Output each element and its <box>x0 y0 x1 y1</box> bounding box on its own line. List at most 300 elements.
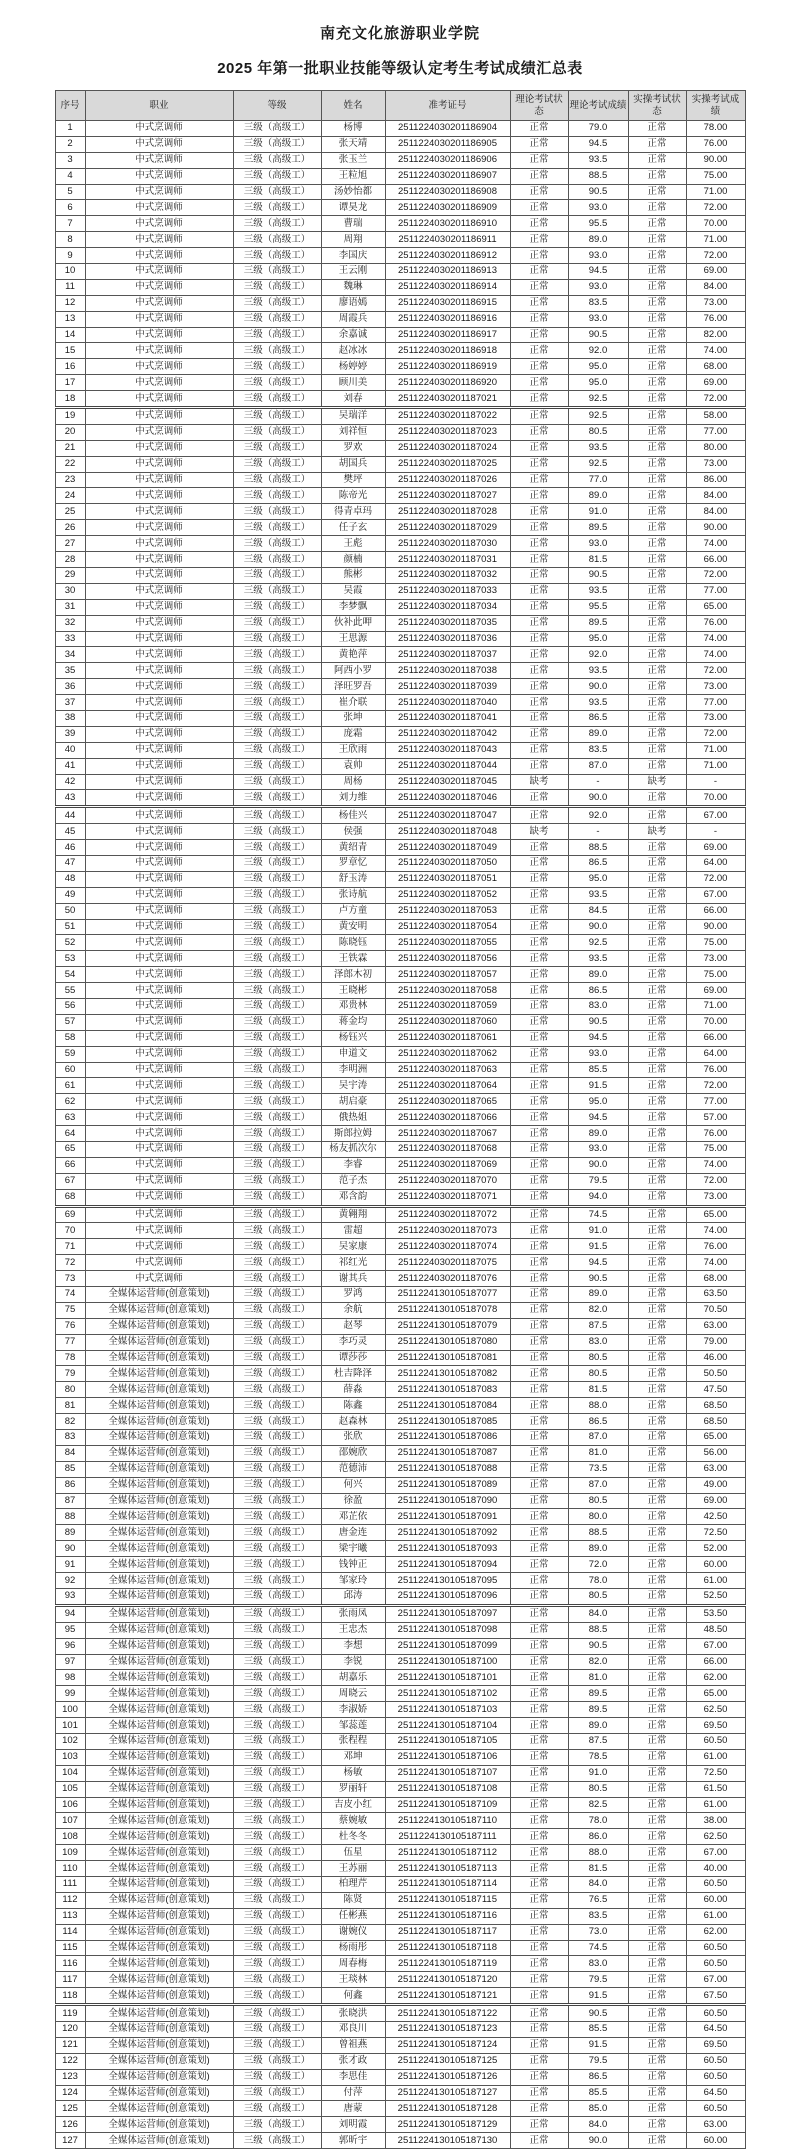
cell-practical-score: 76.00 <box>686 1126 745 1142</box>
cell-theory-score: 89.0 <box>568 488 628 504</box>
cell-theory-score: 83.5 <box>568 742 628 758</box>
cell-practical-score: 63.00 <box>686 1461 745 1477</box>
table-row <box>55 790 745 807</box>
cell-seq: 124 <box>55 2085 85 2101</box>
cell-practical-status: 正常 <box>628 1654 686 1670</box>
cell-exam-id: 2511224030201187074 <box>385 1239 510 1255</box>
table-row <box>55 663 745 679</box>
cell-name: 蔡婉敏 <box>321 1813 385 1829</box>
cell-practical-score: 72.00 <box>686 200 745 216</box>
cell-name: 王云刚 <box>321 264 385 280</box>
cell-name: 周霞兵 <box>321 311 385 327</box>
cell-theory-status: 正常 <box>510 327 568 343</box>
cell-practical-status: 正常 <box>628 631 686 647</box>
table-row <box>55 520 745 536</box>
cell-seq: 99 <box>55 1686 85 1702</box>
table-row <box>55 824 745 840</box>
cell-seq: 111 <box>55 1876 85 1892</box>
cell-theory-status: 正常 <box>510 983 568 999</box>
cell-level: 三级（高级工） <box>233 200 321 216</box>
cell-practical-status: 正常 <box>628 1493 686 1509</box>
report-title: 2025 年第一批职业技能等级认定考生考试成绩汇总表 <box>217 60 583 77</box>
cell-practical-status: 正常 <box>628 1670 686 1686</box>
table-row <box>55 1461 745 1477</box>
cell-theory-score: 92.0 <box>568 343 628 359</box>
cell-exam-id: 2511224030201187024 <box>385 440 510 456</box>
cell-occupation: 全媒体运营师(创意策划) <box>85 1718 233 1734</box>
cell-seq: 73 <box>55 1271 85 1287</box>
cell-seq: 12 <box>55 295 85 311</box>
cell-level: 三级（高级工） <box>233 695 321 711</box>
cell-exam-id: 2511224130105187089 <box>385 1477 510 1493</box>
cell-practical-score: 72.00 <box>686 663 745 679</box>
table-row <box>55 1622 745 1638</box>
cell-practical-score: 73.00 <box>686 679 745 695</box>
cell-practical-score: 52.00 <box>686 1541 745 1557</box>
cell-name: 赵琴 <box>321 1318 385 1334</box>
cell-level: 三级（高级工） <box>233 1845 321 1861</box>
cell-exam-id: 2511224030201186908 <box>385 184 510 200</box>
cell-level: 三级（高级工） <box>233 408 321 425</box>
cell-name: 吴霞 <box>321 583 385 599</box>
cell-level: 三级（高级工） <box>233 216 321 232</box>
cell-level: 三级（高级工） <box>233 279 321 295</box>
cell-theory-status: 正常 <box>510 152 568 168</box>
cell-practical-status: 正常 <box>628 663 686 679</box>
cell-theory-status: 正常 <box>510 2021 568 2037</box>
table-row <box>55 1014 745 1030</box>
cell-seq: 1 <box>55 121 85 137</box>
cell-level: 三级（高级工） <box>233 504 321 520</box>
header-theory-status: 理论考试状态 <box>510 91 568 121</box>
cell-theory-status: 缺考 <box>510 774 568 790</box>
cell-theory-score: 83.0 <box>568 998 628 1014</box>
cell-level: 三级（高级工） <box>233 1956 321 1972</box>
cell-occupation: 全媒体运营师(创意策划) <box>85 1733 233 1749</box>
cell-occupation: 全媒体运营师(创意策划) <box>85 1829 233 1845</box>
cell-practical-status: 正常 <box>628 152 686 168</box>
table-row <box>55 1110 745 1126</box>
table-row <box>55 216 745 232</box>
table-row <box>55 1477 745 1493</box>
cell-theory-score: 86.5 <box>568 983 628 999</box>
cell-theory-score: 73.5 <box>568 1461 628 1477</box>
cell-practical-score: 86.00 <box>686 472 745 488</box>
cell-practical-score: 69.00 <box>686 1493 745 1509</box>
cell-occupation: 中式烹调师 <box>85 456 233 472</box>
cell-theory-status: 正常 <box>510 631 568 647</box>
cell-occupation: 中式烹调师 <box>85 327 233 343</box>
cell-occupation: 全媒体运营师(创意策划) <box>85 1861 233 1877</box>
table-row <box>55 887 745 903</box>
cell-seq: 15 <box>55 343 85 359</box>
cell-practical-status: 正常 <box>628 1718 686 1734</box>
table-row <box>55 1157 745 1173</box>
cell-name: 梁宇曦 <box>321 1541 385 1557</box>
cell-occupation: 全媒体运营师(创意策划) <box>85 1445 233 1461</box>
cell-seq: 88 <box>55 1509 85 1525</box>
cell-theory-status: 正常 <box>510 200 568 216</box>
cell-occupation: 全媒体运营师(创意策划) <box>85 1382 233 1398</box>
cell-level: 三级（高级工） <box>233 472 321 488</box>
cell-theory-score: 88.5 <box>568 1622 628 1638</box>
cell-seq: 26 <box>55 520 85 536</box>
cell-occupation: 中式烹调师 <box>85 1030 233 1046</box>
cell-level: 三级（高级工） <box>233 2069 321 2085</box>
cell-practical-score: 52.50 <box>686 1588 745 1605</box>
cell-level: 三级（高级工） <box>233 790 321 807</box>
table-row <box>55 1414 745 1430</box>
table-row <box>55 758 745 774</box>
cell-theory-score: 93.5 <box>568 663 628 679</box>
cell-occupation: 中式烹调师 <box>85 790 233 807</box>
cell-practical-score: 61.00 <box>686 1908 745 1924</box>
cell-practical-score: 60.50 <box>686 1876 745 1892</box>
cell-practical-status: 正常 <box>628 1223 686 1239</box>
table-row <box>55 391 745 408</box>
cell-seq: 13 <box>55 311 85 327</box>
cell-theory-status: 正常 <box>510 647 568 663</box>
cell-practical-score: 73.00 <box>686 1189 745 1206</box>
cell-exam-id: 2511224130105187090 <box>385 1493 510 1509</box>
cell-name: 黄艳萍 <box>321 647 385 663</box>
cell-practical-score: 71.00 <box>686 232 745 248</box>
cell-practical-score: 74.00 <box>686 1255 745 1271</box>
cell-practical-score: 60.50 <box>686 2101 745 2117</box>
cell-level: 三级（高级工） <box>233 1670 321 1686</box>
cell-practical-status: 正常 <box>628 998 686 1014</box>
table-row <box>55 311 745 327</box>
cell-theory-score: 85.5 <box>568 2085 628 2101</box>
cell-theory-score: 90.5 <box>568 327 628 343</box>
table-row <box>55 1223 745 1239</box>
cell-name: 斯郎拉姆 <box>321 1126 385 1142</box>
cell-theory-score: 87.0 <box>568 1430 628 1446</box>
cell-theory-status: 正常 <box>510 1046 568 1062</box>
cell-theory-status: 正常 <box>510 1509 568 1525</box>
cell-name: 王苏丽 <box>321 1861 385 1877</box>
cell-theory-score: 91.0 <box>568 1223 628 1239</box>
cell-level: 三级（高级工） <box>233 1078 321 1094</box>
cell-theory-score: 81.5 <box>568 552 628 568</box>
cell-practical-status: 正常 <box>628 1287 686 1303</box>
cell-occupation: 全媒体运营师(创意策划) <box>85 1334 233 1350</box>
cell-practical-status: 正常 <box>628 391 686 408</box>
cell-theory-score: 92.5 <box>568 408 628 425</box>
cell-exam-id: 2511224130105187122 <box>385 2005 510 2022</box>
cell-theory-status: 正常 <box>510 887 568 903</box>
cell-name: 张天靖 <box>321 136 385 152</box>
cell-level: 三级（高级工） <box>233 726 321 742</box>
cell-name: 谢其兵 <box>321 1271 385 1287</box>
cell-theory-score: 83.5 <box>568 1908 628 1924</box>
cell-practical-status: 正常 <box>628 855 686 871</box>
cell-practical-status: 正常 <box>628 887 686 903</box>
cell-theory-score: 92.5 <box>568 935 628 951</box>
cell-practical-score: 66.00 <box>686 1654 745 1670</box>
cell-name: 庞霜 <box>321 726 385 742</box>
cell-practical-score: 80.00 <box>686 440 745 456</box>
cell-seq: 84 <box>55 1445 85 1461</box>
cell-practical-status: 正常 <box>628 951 686 967</box>
cell-theory-status: 正常 <box>510 391 568 408</box>
cell-practical-status: 正常 <box>628 1557 686 1573</box>
cell-practical-status: 正常 <box>628 536 686 552</box>
cell-name: 胡嘉乐 <box>321 1670 385 1686</box>
cell-exam-id: 2511224030201186915 <box>385 295 510 311</box>
cell-theory-status: 缺考 <box>510 824 568 840</box>
cell-name: 张欣 <box>321 1430 385 1446</box>
cell-practical-score: 82.00 <box>686 327 745 343</box>
cell-practical-status: 正常 <box>628 1334 686 1350</box>
cell-theory-score: 93.0 <box>568 536 628 552</box>
cell-theory-score: 88.0 <box>568 1398 628 1414</box>
cell-theory-score: 90.5 <box>568 184 628 200</box>
cell-practical-score: 72.00 <box>686 391 745 408</box>
cell-practical-status: 正常 <box>628 1318 686 1334</box>
cell-theory-status: 正常 <box>510 903 568 919</box>
cell-theory-score: 83.5 <box>568 295 628 311</box>
cell-occupation: 中式烹调师 <box>85 807 233 824</box>
cell-exam-id: 2511224030201186917 <box>385 327 510 343</box>
cell-theory-score: - <box>568 824 628 840</box>
cell-name: 邱涛 <box>321 1588 385 1605</box>
cell-seq: 19 <box>55 408 85 425</box>
cell-seq: 47 <box>55 855 85 871</box>
cell-exam-id: 2511224130105187077 <box>385 1287 510 1303</box>
table-row <box>55 327 745 343</box>
cell-seq: 50 <box>55 903 85 919</box>
cell-occupation: 全媒体运营师(创意策划) <box>85 1525 233 1541</box>
cell-practical-status: 正常 <box>628 871 686 887</box>
cell-name: 王粒旭 <box>321 168 385 184</box>
cell-level: 三级（高级工） <box>233 824 321 840</box>
cell-exam-id: 2511224130105187118 <box>385 1940 510 1956</box>
cell-theory-status: 正常 <box>510 264 568 280</box>
cell-level: 三级（高级工） <box>233 1638 321 1654</box>
cell-level: 三级（高级工） <box>233 424 321 440</box>
cell-level: 三级（高级工） <box>233 2005 321 2022</box>
table-row <box>55 1988 745 2005</box>
cell-name: 任子玄 <box>321 520 385 536</box>
cell-theory-score: 92.5 <box>568 391 628 408</box>
cell-theory-status: 正常 <box>510 2053 568 2069</box>
cell-theory-score: 93.5 <box>568 583 628 599</box>
cell-theory-score: 83.0 <box>568 1956 628 1972</box>
cell-theory-status: 正常 <box>510 1189 568 1206</box>
cell-theory-status: 正常 <box>510 1318 568 1334</box>
cell-name: 张玉兰 <box>321 152 385 168</box>
cell-seq: 112 <box>55 1892 85 1908</box>
cell-name: 陈鑫 <box>321 1398 385 1414</box>
cell-seq: 54 <box>55 967 85 983</box>
cell-exam-id: 2511224130105187099 <box>385 1638 510 1654</box>
cell-practical-status: 正常 <box>628 1030 686 1046</box>
cell-name: 顾川美 <box>321 375 385 391</box>
cell-name: 吴家康 <box>321 1239 385 1255</box>
cell-seq: 63 <box>55 1110 85 1126</box>
cell-seq: 34 <box>55 647 85 663</box>
cell-theory-status: 正常 <box>510 136 568 152</box>
cell-practical-score: 64.50 <box>686 2085 745 2101</box>
cell-level: 三级（高级工） <box>233 1588 321 1605</box>
cell-theory-status: 正常 <box>510 1892 568 1908</box>
table-row <box>55 232 745 248</box>
cell-seq: 68 <box>55 1189 85 1206</box>
cell-exam-id: 2511224030201187022 <box>385 408 510 425</box>
cell-theory-score: 84.0 <box>568 2117 628 2133</box>
cell-level: 三级（高级工） <box>233 2053 321 2069</box>
cell-level: 三级（高级工） <box>233 520 321 536</box>
cell-practical-score: 71.00 <box>686 758 745 774</box>
cell-seq: 122 <box>55 2053 85 2069</box>
cell-practical-status: 正常 <box>628 1924 686 1940</box>
cell-exam-id: 2511224030201187067 <box>385 1126 510 1142</box>
cell-exam-id: 2511224030201186911 <box>385 232 510 248</box>
cell-occupation: 中式烹调师 <box>85 136 233 152</box>
cell-exam-id: 2511224130105187104 <box>385 1718 510 1734</box>
cell-theory-status: 正常 <box>510 679 568 695</box>
cell-occupation: 全媒体运营师(创意策划) <box>85 2101 233 2117</box>
cell-theory-status: 正常 <box>510 2037 568 2053</box>
cell-practical-status: 正常 <box>628 1988 686 2005</box>
cell-practical-score: 69.00 <box>686 264 745 280</box>
cell-name: 卢方童 <box>321 903 385 919</box>
cell-exam-id: 2511224030201187064 <box>385 1078 510 1094</box>
cell-name: 蒋金均 <box>321 1014 385 1030</box>
cell-practical-score: 62.50 <box>686 1829 745 1845</box>
table-row <box>55 2117 745 2133</box>
cell-theory-status: 正常 <box>510 1541 568 1557</box>
cell-theory-status: 正常 <box>510 1733 568 1749</box>
cell-theory-score: 84.5 <box>568 903 628 919</box>
cell-occupation: 中式烹调师 <box>85 726 233 742</box>
cell-name: 刘春 <box>321 391 385 408</box>
cell-occupation: 全媒体运营师(创意策划) <box>85 2085 233 2101</box>
cell-practical-score: 42.50 <box>686 1509 745 1525</box>
cell-name: 李淑娇 <box>321 1702 385 1718</box>
table-row <box>55 121 745 137</box>
cell-name: 申道文 <box>321 1046 385 1062</box>
cell-practical-status: 正常 <box>628 790 686 807</box>
cell-seq: 57 <box>55 1014 85 1030</box>
cell-occupation: 全媒体运营师(创意策划) <box>85 2021 233 2037</box>
cell-exam-id: 2511224030201187062 <box>385 1046 510 1062</box>
cell-theory-status: 正常 <box>510 2133 568 2149</box>
cell-seq: 60 <box>55 1062 85 1078</box>
cell-seq: 69 <box>55 1206 85 1223</box>
cell-practical-status: 正常 <box>628 1126 686 1142</box>
table-row <box>55 1206 745 1223</box>
cell-name: 魏琳 <box>321 279 385 295</box>
cell-exam-id: 2511224030201187070 <box>385 1173 510 1189</box>
cell-theory-score: 89.5 <box>568 615 628 631</box>
cell-exam-id: 2511224030201187026 <box>385 472 510 488</box>
table-row <box>55 1255 745 1271</box>
cell-exam-id: 2511224130105187125 <box>385 2053 510 2069</box>
table-row <box>55 935 745 951</box>
cell-practical-score: 61.00 <box>686 1573 745 1589</box>
cell-name: 李梦飘 <box>321 599 385 615</box>
cell-occupation: 全媒体运营师(创意策划) <box>85 1797 233 1813</box>
cell-theory-status: 正常 <box>510 536 568 552</box>
cell-level: 三级（高级工） <box>233 1924 321 1940</box>
table-row <box>55 1797 745 1813</box>
cell-exam-id: 2511224030201187058 <box>385 983 510 999</box>
cell-theory-score: 88.0 <box>568 1845 628 1861</box>
cell-name: 罗欢 <box>321 440 385 456</box>
cell-level: 三级（高级工） <box>233 1765 321 1781</box>
cell-level: 三级（高级工） <box>233 758 321 774</box>
cell-exam-id: 2511224130105187102 <box>385 1686 510 1702</box>
cell-name: 伙补此呷 <box>321 615 385 631</box>
cell-name: 李思佳 <box>321 2069 385 2085</box>
cell-exam-id: 2511224130105187110 <box>385 1813 510 1829</box>
cell-seq: 72 <box>55 1255 85 1271</box>
cell-practical-score: 74.00 <box>686 647 745 663</box>
cell-seq: 43 <box>55 790 85 807</box>
cell-theory-status: 正常 <box>510 807 568 824</box>
cell-exam-id: 2511224130105187085 <box>385 1414 510 1430</box>
table-row <box>55 1366 745 1382</box>
cell-seq: 22 <box>55 456 85 472</box>
cell-practical-score: 49.00 <box>686 1477 745 1493</box>
cell-theory-status: 正常 <box>510 424 568 440</box>
table-row <box>55 456 745 472</box>
cell-level: 三级（高级工） <box>233 375 321 391</box>
cell-occupation: 全媒体运营师(创意策划) <box>85 1749 233 1765</box>
cell-level: 三级（高级工） <box>233 343 321 359</box>
cell-name: 杨佳兴 <box>321 807 385 824</box>
table-row <box>55 472 745 488</box>
cell-practical-status: 正常 <box>628 2053 686 2069</box>
cell-theory-status: 正常 <box>510 279 568 295</box>
cell-theory-status: 正常 <box>510 216 568 232</box>
cell-exam-id: 2511224030201187065 <box>385 1094 510 1110</box>
cell-exam-id: 2511224130105187100 <box>385 1654 510 1670</box>
cell-name: 唐金连 <box>321 1525 385 1541</box>
cell-level: 三级（高级工） <box>233 887 321 903</box>
cell-level: 三级（高级工） <box>233 1702 321 1718</box>
cell-practical-score: 77.00 <box>686 695 745 711</box>
cell-name: 罗丽轩 <box>321 1781 385 1797</box>
cell-level: 三级（高级工） <box>233 295 321 311</box>
cell-seq: 14 <box>55 327 85 343</box>
table-row <box>55 200 745 216</box>
school-title: 南充文化旅游职业学院 <box>319 25 480 42</box>
cell-theory-status: 正常 <box>510 1797 568 1813</box>
cell-level: 三级（高级工） <box>233 1094 321 1110</box>
cell-level: 三级（高级工） <box>233 1605 321 1622</box>
cell-practical-score: 72.00 <box>686 1078 745 1094</box>
cell-level: 三级（高级工） <box>233 1861 321 1877</box>
cell-practical-score: 65.00 <box>686 599 745 615</box>
cell-practical-status: 正常 <box>628 1749 686 1765</box>
cell-name: 刘明霞 <box>321 2117 385 2133</box>
cell-theory-status: 正常 <box>510 1157 568 1173</box>
cell-name: 颜楠 <box>321 552 385 568</box>
results-table <box>55 90 746 2149</box>
table-row <box>55 1765 745 1781</box>
cell-practical-status: 缺考 <box>628 774 686 790</box>
cell-occupation: 全媒体运营师(创意策划) <box>85 1398 233 1414</box>
cell-seq: 42 <box>55 774 85 790</box>
cell-name: 钱钟正 <box>321 1557 385 1573</box>
cell-exam-id: 2511224030201187048 <box>385 824 510 840</box>
cell-theory-score: 89.0 <box>568 967 628 983</box>
cell-level: 三级（高级工） <box>233 536 321 552</box>
cell-practical-status: 正常 <box>628 1062 686 1078</box>
